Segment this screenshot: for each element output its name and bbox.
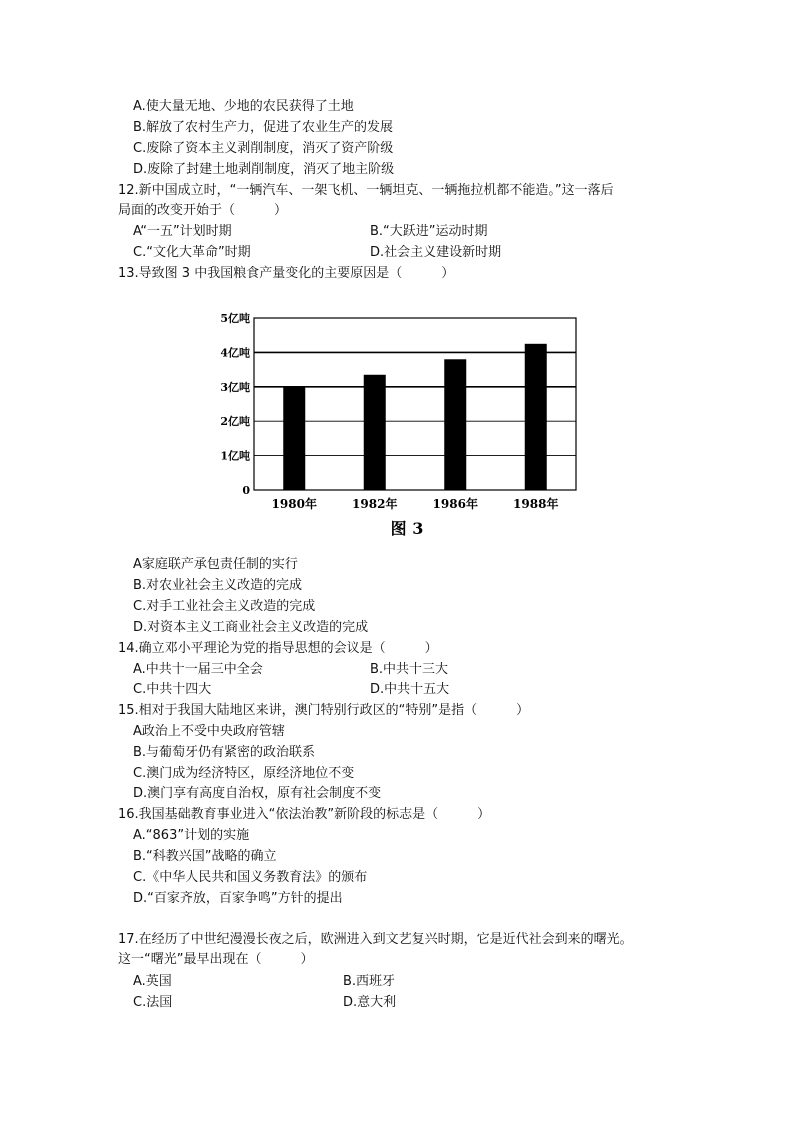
q15-stem: 15.相对于我国大陆地区来讲，澳门特别行政区的“特别”是指（ ） <box>118 703 530 718</box>
q15-option-a: A政治上不受中央政府管辖 <box>133 724 285 739</box>
q12-option-b: B.“大跃进”运动时期 <box>370 224 488 239</box>
x-tick-label: 1986年 <box>432 497 478 511</box>
q12-stem-line-1: 12.新中国成立时，“一辆汽车、一架飞机、一辆坦克、一辆拖拉机都不能造。”这一落后 <box>118 183 614 198</box>
bars <box>283 344 547 490</box>
q15-option-d: D.澳门享有高度自治权，原有社会制度不变 <box>133 786 382 801</box>
q14-option-c: C.中共十四大 <box>133 682 212 697</box>
y-tick-label: 4亿吨 <box>220 346 250 360</box>
q17-option-d: D.意大利 <box>343 995 397 1010</box>
bar-1982年 <box>364 375 386 490</box>
x-tick-label: 1988年 <box>513 497 559 511</box>
y-tick-label: 3亿吨 <box>220 380 250 394</box>
q11-option-b: B.解放了农村生产力，促进了农业生产的发展 <box>133 120 394 135</box>
x-tick-labels <box>272 496 559 511</box>
y-tick-label: 2亿吨 <box>220 415 250 429</box>
q16-option-a: A.“863”计划的实施 <box>133 828 250 843</box>
q17-option-b: B.西班牙 <box>343 974 396 989</box>
q13-option-c: C.对手工业社会主义改造的完成 <box>133 599 316 614</box>
q17-stem-line-2: 这一“曙光”最早出现在（ ） <box>118 952 314 967</box>
q13-option-b: B.对农业社会主义改造的完成 <box>133 578 303 593</box>
bar-1986年 <box>444 359 466 490</box>
y-tick-label: 5亿吨 <box>220 312 250 325</box>
x-tick-label: 1982年 <box>352 497 398 511</box>
q14-option-b: B.中共十三大 <box>370 662 449 677</box>
q14-stem: 14.确立邓小平理论为党的指导思想的会议是（ ） <box>118 641 438 656</box>
q15-option-b: B.与葡萄牙仍有紧密的政治联系 <box>133 745 316 760</box>
q11-option-a: A.使大量无地、少地的农民获得了土地 <box>133 99 354 114</box>
chart-title: 图 3 <box>390 519 424 538</box>
q11-option-d: D.废除了封建土地剥削制度，消灭了地主阶级 <box>133 162 395 177</box>
q17-option-a: A.英国 <box>133 974 172 989</box>
y-tick-label: 0 <box>242 484 250 497</box>
q14-option-d: D.中共十五大 <box>370 682 450 697</box>
y-tick-labels <box>220 311 250 497</box>
q12-option-c: C.“文化大革命”时期 <box>133 245 251 260</box>
q15-option-c: C.澳门成为经济特区，原经济地位不变 <box>133 766 355 781</box>
q16-option-c: C.《中华人民共和国义务教育法》的颁布 <box>133 870 368 885</box>
bar-1980年 <box>283 387 305 490</box>
q11-option-c: C.废除了资本主义剥削制度，消灭了资产阶级 <box>133 141 394 156</box>
grain-output-bar-chart <box>210 306 590 546</box>
bar-1988年 <box>525 344 547 490</box>
y-tick-label: 1亿吨 <box>220 449 250 463</box>
q13-option-a: A家庭联产承包责任制的实行 <box>133 557 298 572</box>
q14-option-a: A.中共十一届三中全会 <box>133 662 263 677</box>
x-tick-label: 1980年 <box>271 497 317 511</box>
q16-option-d: D.“百家齐放，百家争鸣”方针的提出 <box>133 891 343 906</box>
q16-stem: 16.我国基础教育事业进入“依法治教”新阶段的标志是（ ） <box>118 807 491 822</box>
q12-stem-line-2: 局面的改变开始于（ ） <box>118 203 288 218</box>
q17-option-c: C.法国 <box>133 995 173 1010</box>
q12-option-d: D.社会主义建设新时期 <box>370 245 502 260</box>
q13-stem: 13.导致图 3 中我国粮食产量变化的主要原因是（ ） <box>118 266 455 281</box>
q13-option-d: D.对资本主义工商业社会主义改造的完成 <box>133 620 369 635</box>
q12-option-a: A“一五”计划时期 <box>133 224 232 239</box>
q16-option-b: B.“科教兴国”战略的确立 <box>133 849 277 864</box>
q17-stem-line-1: 17.在经历了中世纪漫漫长夜之后，欧洲进入到文艺复兴时期，它是近代社会到来的曙光。 <box>118 932 633 947</box>
